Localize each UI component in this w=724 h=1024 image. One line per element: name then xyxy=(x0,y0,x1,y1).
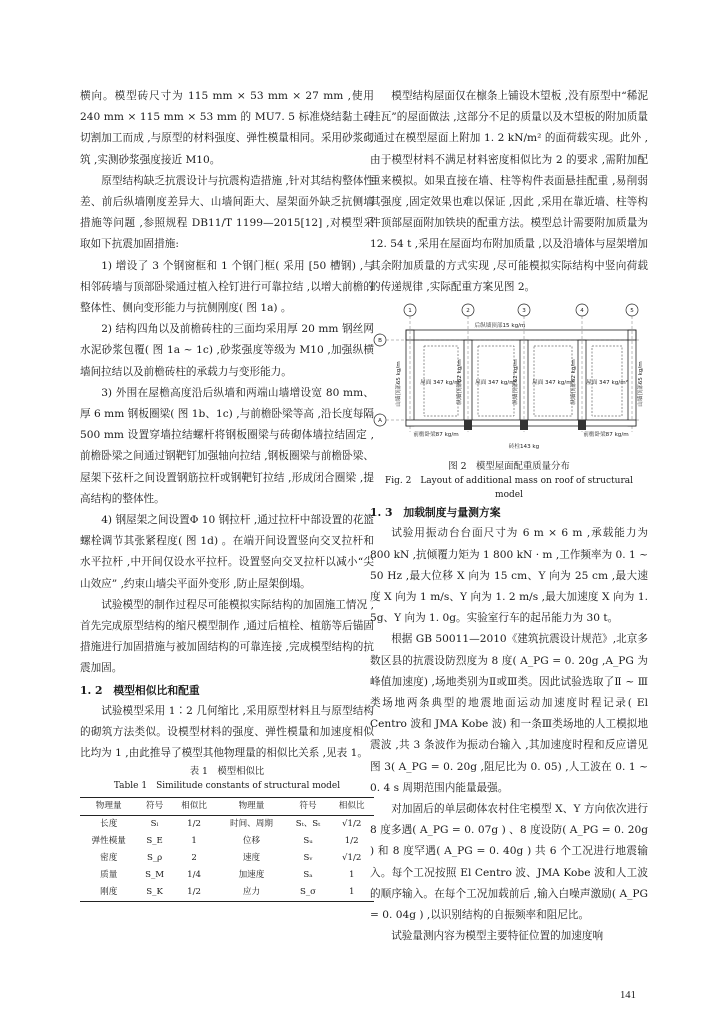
table-cell: S_K xyxy=(137,884,171,902)
section-heading-1-2: 1. 2 模型相似比和配重 xyxy=(80,683,200,697)
table-cell: S_M xyxy=(145,869,165,880)
label-front-beam-left: 前檐卧梁87 kg/m xyxy=(413,432,459,439)
table-cell: Sₐ xyxy=(303,869,313,880)
table-cell: 1/2 xyxy=(172,884,217,902)
figure2-caption-cn: 图 2 模型屋面配重质量分布 xyxy=(448,461,570,473)
table-row xyxy=(80,867,374,884)
label-roof-2: 屋面 347 kg/m² xyxy=(475,380,517,387)
table-header-cell: 相似比 xyxy=(172,797,217,815)
table-cell: 1/2 xyxy=(187,818,201,829)
brick-column-3 xyxy=(520,420,528,430)
axis-marker-3 xyxy=(518,304,530,316)
axis-marker-4 xyxy=(576,304,588,316)
label-front-beam-right: 前檐卧梁87 kg/m xyxy=(583,432,629,439)
table-header-cell: 物理量 xyxy=(80,797,137,815)
table-cell: Sᵥ xyxy=(303,852,313,863)
table-cell: Sₜ、Sₜ xyxy=(295,818,321,829)
paragraph-measure: 试验量测内容为模型主要特征位置的加速度响 xyxy=(391,930,604,943)
axis-marker-1 xyxy=(404,304,416,316)
table-row xyxy=(80,850,374,867)
table-cell: 1 xyxy=(329,884,374,902)
table-cell: Sₗ xyxy=(150,818,159,829)
table-cell: 应力 xyxy=(216,884,286,902)
measure-item-4: 4) 钢屋架之间设置Φ 10 钢拉杆 ,通过拉杆中部设置的花篮螺栓调节其张紧程度( 图 1d) 。在端开间设置竖向交叉拉杆和水平拉杆 ,中开间仅设水平拉杆。设置竖向交叉拉杆以减小“尖山效应” ,约束山墙尖平面外变形 ,防止屋架倒塌。 xyxy=(80,514,374,590)
table-cell: 1/2 xyxy=(344,835,359,846)
table1-title-en: Table 1 Similitude constants of structural model xyxy=(113,780,341,791)
table-cell: S_E xyxy=(146,835,163,846)
section-heading-1-3: 1. 3 加载制度与量测方案 xyxy=(370,506,501,520)
table-row xyxy=(80,815,374,833)
label-gable-right: 山墙顶部65 kg/m xyxy=(638,361,644,407)
table-cell: Sᵤ xyxy=(303,835,313,846)
axis-label-5: 5 xyxy=(630,308,634,315)
measure-item-2: 2) 结构四角以及前檐砖柱的三面均采用厚 20 mm 钢丝网水泥砂浆包覆( 图 1a ~ 1c) ,砂浆强度等级为 M10 ,加强纵横墙间拉结以及前檐砖柱的承载力与变形能力。 xyxy=(80,323,374,378)
axis-marker-2 xyxy=(462,304,474,316)
axis-marker-b xyxy=(374,334,386,346)
table-cell: 加速度 xyxy=(238,869,265,880)
table-header-cell: 相似比 xyxy=(329,797,374,815)
paragraph-scale: 试验模型采用 1∶2 几何缩比 ,采用原型材料且与原型结构的砌筑方法类似。设模型材料的强度、弹性模量和加速度相似比均为 1 ,由此推导了模型其他物理量的相似比关系 ,见表 1。 xyxy=(80,704,374,760)
table-row xyxy=(80,833,374,850)
similitude-table xyxy=(80,797,374,902)
axis-label-a: A xyxy=(378,418,382,425)
table-cell: 弹性模量 xyxy=(91,835,126,846)
rear-wall xyxy=(406,330,636,340)
axis-label-1: 1 xyxy=(408,308,412,315)
table-header-cell: 符号 xyxy=(287,797,330,815)
label-inner-wall-2: 纵墙顶部62 kg/m xyxy=(457,359,463,405)
table-cell: 1/4 xyxy=(187,869,201,880)
table-cell: 速度 xyxy=(242,852,261,863)
measure-item-3: 3) 外围在屋檐高度沿后纵墙和两端山墙增设宽 80 mm、厚 6 mm 钢板圈梁( 图 1b、1c) ,与前檐卧梁等高 ,沿长度每隔 500 mm 设置穿墙拉结螺杆将钢板圈梁与砖砌体墙拉结固定 ,前檐卧梁之间通过钢靶钉加强轴向拉结 ,钢板圈梁与前檐卧梁、屋架下弦杆之间设置钢筋拉杆或钢靶钉拉结 ,形成闭合圈梁 ,提高结构的整体性。 xyxy=(80,386,374,505)
table-cell: 长度 xyxy=(100,818,118,829)
table-header-cell: 物理量 xyxy=(216,797,286,815)
table-cell: 1 xyxy=(191,835,197,846)
axis-label-2: 2 xyxy=(466,308,470,315)
measure-item-1: 1) 增设了 3 个钢窗框和 1 个钢门框( 采用 [50 槽钢) ,与相邻砖墙与顶部卧梁通过植入栓钉进行可靠拉结 ,以增大前檐的整体性、侧向变形能力与抗侧刚度( 图 1a) 。 xyxy=(80,259,374,315)
label-roof-3: 屋面 347 kg/m² xyxy=(532,380,574,387)
label-inner-wall-3: 纵墙顶部62 kg/m xyxy=(513,359,519,405)
label-brick-column: 砖柱143 kg xyxy=(508,444,540,451)
axis-marker-5 xyxy=(626,304,638,316)
label-roof-1: 屋面 347 kg/m² xyxy=(420,380,462,387)
table1-title-cn: 表 1 模型相似比 xyxy=(189,765,265,777)
left-column xyxy=(80,86,374,902)
figure-roof-mass xyxy=(370,302,648,452)
label-gable-left: 山墙顶部65 kg/m xyxy=(396,361,402,407)
label-rear-wall: 后纵墙顶部15 kg/m xyxy=(474,323,526,330)
brick-column-2 xyxy=(464,420,472,430)
table-cell: S_σ xyxy=(287,884,330,902)
table-cell: 质量 xyxy=(100,869,118,880)
paragraph-intro: 横向。模型砖尺寸为 115 mm × 53 mm × 27 mm ,使用 240 mm × 115 mm × 53 mm 的 MU7. 5 标准烧结黏土砖切割加工而成 ,与原型的材料强度、弹性模量相同。采用砂浆砌筑 ,实测砂浆强度接近 M10。 xyxy=(80,90,374,166)
axis-label-3: 3 xyxy=(522,308,526,315)
page-number: 141 xyxy=(620,990,636,1001)
table-cell: 位移 xyxy=(242,835,261,846)
paragraph-roof: 模型结构屋面仅在檩条上铺设木望板 ,没有原型中“稀泥挂瓦”的屋面做法 ,这部分不足的质量以及木望板的附加质量 ,通过在模型屋面上附加 1. 2 kN/m² 的面荷载实现。此外 ,由于模型材料不满足材料密度相似比为 2 的要求 ,需附加配重来模拟。如果直接在墙、柱等构件表面悬挂配重 ,易削弱其强度 ,固定效果也难以保证 ,因此 ,采用在靠近墙、柱等构件顶部屋面附加铁块的配重方法。模型总计需要附加质量为 12. 54 t ,采用在屋面均布附加质量 ,以及沿墙体与屋架增加其余附加质量的方式实现 ,尽可能模拟实际结构中竖向荷载的传递规律 ,实际配重方案见图 2。 xyxy=(370,90,648,293)
table-cell: 2 xyxy=(191,852,197,863)
label-inner-wall-4: 纵墙顶部62 kg/m xyxy=(571,359,577,405)
table-cell: 时间、周期 xyxy=(229,818,273,829)
table-cell: S_ρ xyxy=(146,852,163,863)
table-cell: 刚度 xyxy=(80,884,137,902)
right-column xyxy=(370,86,648,948)
paragraph-cases: 对加固后的单层砌体农村住宅模型 X、Y 方向依次进行 8 度多遇( A_PG = 0. 07g ) 、8 度设防( A_PG = 0. 20g ) 和 8 度罕遇( A_PG = 0. 40g ) 共 6 个工况进行地震输入。每个工况按照 El Centro 波、JMA Kobe 波和人工波的顺序输入。在每个工况加载前后 ,输入白噪声激励( A_PG = 0. 04g ) ,以识别结构的自振频率和阻尼比。 xyxy=(370,803,648,922)
table-cell: 1 xyxy=(348,869,355,880)
table-header-cell: 符号 xyxy=(137,797,171,815)
table-cell: √1/2 xyxy=(342,852,362,863)
brick-column-4 xyxy=(578,420,586,430)
table-row xyxy=(80,884,374,902)
axis-label-4: 4 xyxy=(580,308,584,315)
axis-marker-a xyxy=(374,414,386,426)
axis-label-b: B xyxy=(378,338,382,345)
paragraph-waves: 根据 GB 50011—2010《建筑抗震设计规范》,北京多数区县的抗震设防烈度为 8 度( A_PG = 0. 20g ,A_PG 为峰值加速度) ,场地类别为Ⅱ或Ⅲ类。因此试验选取了Ⅱ ~ Ⅲ类场地两条典型的地震地面运动加速度时程记录( El Centro 波和 JMA Kobe 波) 和一条Ⅲ类场地的人工模拟地震波 ,共 3 条波作为振动台输入 ,其加速度时程和反应谱见图 3( A_PG = 0. 20g ,阻尼比为 0. 05) ,人工波在 0. 1 ~ 0. 4 s 周期范围内能量最强。 xyxy=(370,633,648,794)
table-cell: √1/2 xyxy=(342,818,362,829)
figure2-caption-en: Fig. 2 Layout of additional mass on roof of structural model xyxy=(385,476,633,501)
paragraph-shake-table: 试验用振动台台面尺寸为 6 m × 6 m ,承载能力为 800 kN ,抗倾覆力矩为 1 800 kN · m ,工作频率为 0. 1 ~ 50 Hz ,最大位移 X 向为 15 cm、Y 向为 25 cm ,最大速度 X 向为 1 m/s、Y 向为 1. 2 m/s ,最大加速度 X 向为 1. 5g、Y 向为 1. 0g。实验室行车的起吊能力为 30 t。 xyxy=(370,527,649,625)
paragraph-simulate: 试验模型的制作过程尽可能模拟实际结构的加固施工情况 ,首先完成原型结构的缩尺模型制作 ,通过后植栓、植筋等后锚固措施进行加固措施与被加固结构的可靠连接 ,完成模型结构的抗震加固。 xyxy=(80,598,374,675)
table-cell: 密度 xyxy=(100,852,118,863)
paragraph-defects: 原型结构缺乏抗震设计与抗震构造措施 ,针对其结构整体性差、前后纵墙刚度差异大、山墙间距大、屋架面外缺乏抗侧墙措施等问题 ,参照规程 DB11/T 1199—2015[12] ,对模型采取如下抗震加固措施: xyxy=(80,174,374,251)
label-roof-4: 屋面 347 kg/m² xyxy=(586,380,628,387)
